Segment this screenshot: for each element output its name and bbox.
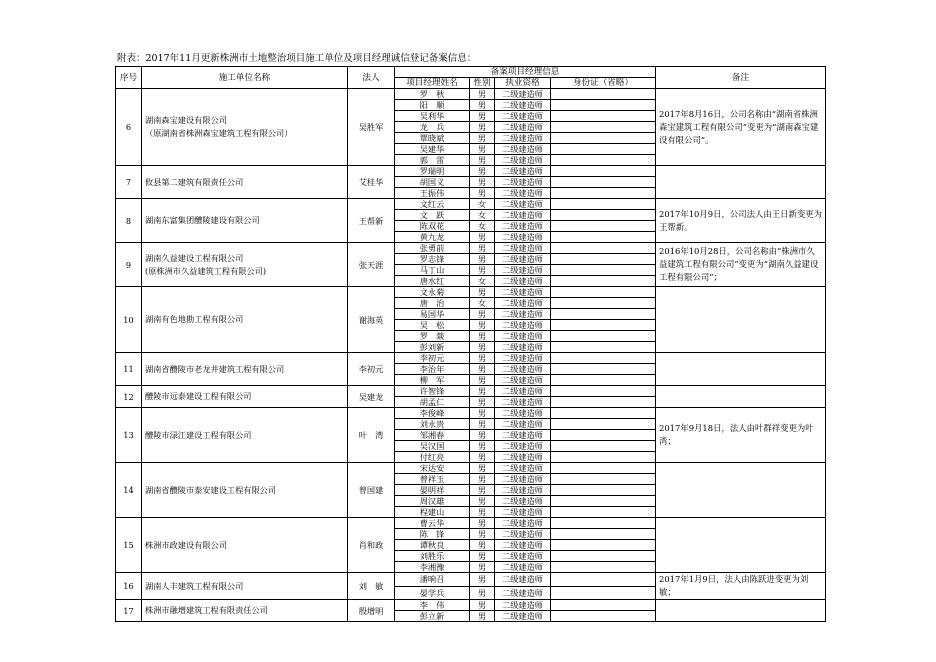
manager-qualification: 二级建造师 — [495, 600, 551, 611]
manager-gender: 男 — [470, 320, 495, 331]
company-name-cell — [142, 463, 348, 518]
legal-representative: 李初元 — [348, 353, 395, 386]
manager-qualification: 二级建造师 — [495, 122, 551, 133]
manager-id — [551, 309, 656, 320]
manager-id — [551, 586, 656, 600]
remark — [656, 386, 826, 408]
remark — [656, 166, 826, 199]
manager-name: 吴建华 — [395, 144, 470, 155]
manager-name: 陈 锋 — [395, 529, 470, 540]
manager-qualification: 二级建造师 — [495, 155, 551, 166]
manager-gender: 男 — [470, 364, 495, 375]
manager-name: 彭刘新 — [395, 342, 470, 353]
manager-id — [551, 529, 656, 540]
company-name: 湖南森宝建设有限公司 — [145, 115, 227, 125]
manager-qualification: 二级建造师 — [495, 485, 551, 496]
manager-id — [551, 166, 656, 177]
manager-name: 曾祥玉 — [395, 474, 470, 485]
manager-id — [551, 155, 656, 166]
manager-id — [551, 331, 656, 342]
manager-qualification: 二级建造师 — [495, 265, 551, 276]
manager-qualification: 二级建造师 — [495, 243, 551, 254]
manager-id — [551, 419, 656, 430]
manager-id — [551, 133, 656, 144]
manager-gender: 女 — [470, 276, 495, 287]
manager-name: 易国华 — [395, 309, 470, 320]
header-manager-name: 项目经理姓名 — [395, 78, 470, 89]
header-row-1 — [116, 67, 826, 78]
manager-name: 覃晓斌 — [395, 133, 470, 144]
manager-id — [551, 89, 656, 100]
company-name-cell — [142, 243, 348, 287]
manager-name: 马丁山 — [395, 265, 470, 276]
manager-qualification: 二级建造师 — [495, 210, 551, 221]
manager-id — [551, 342, 656, 353]
manager-name: 唐 治 — [395, 298, 470, 309]
manager-id — [551, 441, 656, 452]
manager-id — [551, 452, 656, 463]
manager-id — [551, 111, 656, 122]
row-number: 16 — [116, 573, 142, 600]
manager-name: 彭立新 — [395, 611, 470, 622]
manager-gender: 男 — [470, 573, 495, 587]
row-number: 9 — [116, 243, 142, 287]
manager-name: 罗瑞明 — [395, 166, 470, 177]
manager-name: 罗志锋 — [395, 254, 470, 265]
manager-gender: 男 — [470, 111, 495, 122]
legal-representative: 谢海英 — [348, 287, 395, 353]
row-number: 10 — [116, 287, 142, 353]
manager-qualification: 二级建造师 — [495, 507, 551, 518]
remark — [656, 600, 826, 622]
manager-gender: 男 — [470, 265, 495, 276]
table-row — [116, 573, 826, 587]
manager-id — [551, 463, 656, 474]
manager-gender: 男 — [470, 496, 495, 507]
manager-gender: 男 — [470, 386, 495, 397]
manager-id — [551, 298, 656, 309]
manager-gender: 男 — [470, 611, 495, 622]
company-name-cell — [142, 573, 348, 600]
remark: 2017年10月9日，公司法人由王日新变更为王帮新。 — [656, 199, 826, 243]
manager-name: 李 伟 — [395, 600, 470, 611]
company-name-cell — [142, 353, 348, 386]
manager-id — [551, 496, 656, 507]
header-qualification: 执业资格 — [495, 78, 551, 89]
company-name-cell — [142, 199, 348, 243]
manager-qualification: 二级建造师 — [495, 254, 551, 265]
manager-gender: 男 — [470, 232, 495, 243]
manager-qualification: 二级建造师 — [495, 331, 551, 342]
manager-name: 潘响召 — [395, 573, 470, 587]
manager-qualification: 二级建造师 — [495, 441, 551, 452]
company-name: 湖南东富集团醴陵建设有限公司 — [145, 215, 260, 225]
manager-name: 李俊峰 — [395, 408, 470, 419]
manager-gender: 男 — [470, 133, 495, 144]
manager-qualification: 二级建造师 — [495, 518, 551, 529]
manager-qualification: 二级建造师 — [495, 430, 551, 441]
manager-name: 柳 军 — [395, 375, 470, 386]
row-number: 13 — [116, 408, 142, 463]
legal-representative: 肖和政 — [348, 518, 395, 573]
header-no: 序号 — [116, 67, 142, 89]
legal-representative: 殷增明 — [348, 600, 395, 622]
manager-id — [551, 276, 656, 287]
manager-gender: 男 — [470, 254, 495, 265]
table-row — [116, 243, 826, 254]
table-row — [116, 89, 826, 100]
legal-representative: 张天涯 — [348, 243, 395, 287]
legal-representative: 王帮新 — [348, 199, 395, 243]
manager-id — [551, 232, 656, 243]
table-row — [116, 353, 826, 364]
table-row — [116, 199, 826, 210]
manager-gender: 男 — [470, 529, 495, 540]
manager-id — [551, 507, 656, 518]
table-row — [116, 166, 826, 177]
manager-qualification: 二级建造师 — [495, 496, 551, 507]
remark: 2017年8月16日，公司名称由“湖南省株洲森宝建筑工程有限公司”变更为“湖南森宝建设有限公司”。 — [656, 89, 826, 166]
remark: 2016年10月28日，公司名称由“株洲市久益建筑工程有限公司”变更为“湖南久益建设工程有限公司”； — [656, 243, 826, 287]
manager-gender: 男 — [470, 562, 495, 573]
legal-representative: 叶 湾 — [348, 408, 395, 463]
manager-name: 陈双花 — [395, 221, 470, 232]
manager-qualification: 二级建造师 — [495, 188, 551, 199]
manager-name: 吴 松 — [395, 320, 470, 331]
manager-name: 宋达安 — [395, 463, 470, 474]
manager-id — [551, 430, 656, 441]
table-row — [116, 600, 826, 611]
manager-id — [551, 573, 656, 587]
manager-qualification: 二级建造师 — [495, 397, 551, 408]
row-number: 8 — [116, 199, 142, 243]
company-former-name: (原株洲市久益建筑工程有限公司) — [145, 265, 267, 276]
manager-gender: 男 — [470, 408, 495, 419]
manager-gender: 男 — [470, 441, 495, 452]
manager-qualification: 二级建造师 — [495, 111, 551, 122]
manager-gender: 男 — [470, 100, 495, 111]
header-id: 身份证（省略） — [551, 78, 656, 89]
manager-gender: 男 — [470, 331, 495, 342]
manager-qualification: 二级建造师 — [495, 221, 551, 232]
manager-name: 唐水红 — [395, 276, 470, 287]
manager-qualification: 二级建造师 — [495, 276, 551, 287]
manager-name: 吴利华 — [395, 111, 470, 122]
row-number: 11 — [116, 353, 142, 386]
manager-gender: 男 — [470, 419, 495, 430]
manager-gender: 男 — [470, 353, 495, 364]
manager-name: 王振伟 — [395, 188, 470, 199]
manager-name: 刘永贵 — [395, 419, 470, 430]
manager-qualification: 二级建造师 — [495, 199, 551, 210]
manager-gender: 男 — [470, 122, 495, 133]
header-company: 施工单位名称 — [142, 67, 348, 89]
manager-qualification: 二级建造师 — [495, 551, 551, 562]
company-name-cell — [142, 408, 348, 463]
manager-qualification: 二级建造师 — [495, 287, 551, 298]
remark — [656, 287, 826, 353]
manager-qualification: 二级建造师 — [495, 298, 551, 309]
manager-gender: 男 — [470, 166, 495, 177]
manager-gender: 男 — [470, 177, 495, 188]
manager-id — [551, 254, 656, 265]
manager-gender: 男 — [470, 540, 495, 551]
manager-qualification: 二级建造师 — [495, 562, 551, 573]
manager-id — [551, 485, 656, 496]
manager-qualification: 二级建造师 — [495, 364, 551, 375]
manager-name: 谭秋良 — [395, 540, 470, 551]
manager-qualification: 二级建造师 — [495, 353, 551, 364]
manager-qualification: 二级建造师 — [495, 586, 551, 600]
company-name-cell — [142, 518, 348, 573]
company-name: 湖南省醴陵市泰安建设工程有限公司 — [145, 484, 277, 495]
manager-gender: 男 — [470, 518, 495, 529]
manager-qualification: 二级建造师 — [495, 419, 551, 430]
company-name: 湖南省醴陵市老龙井建筑工程有限公司 — [145, 363, 285, 374]
manager-gender: 男 — [470, 551, 495, 562]
manager-gender: 男 — [470, 155, 495, 166]
manager-qualification: 二级建造师 — [495, 375, 551, 386]
manager-qualification: 二级建造师 — [495, 100, 551, 111]
manager-qualification: 二级建造师 — [495, 529, 551, 540]
manager-gender: 女 — [470, 210, 495, 221]
header-manager-group: 备案项目经理信息 — [395, 67, 656, 78]
remark — [656, 463, 826, 518]
manager-id — [551, 562, 656, 573]
manager-id — [551, 540, 656, 551]
manager-id — [551, 364, 656, 375]
company-name: 湖南久益建设工程有限公司 — [145, 252, 244, 263]
manager-gender: 女 — [470, 199, 495, 210]
manager-gender: 男 — [470, 342, 495, 353]
manager-id — [551, 320, 656, 331]
manager-gender: 男 — [470, 600, 495, 611]
legal-representative: 吴建龙 — [348, 386, 395, 408]
manager-gender: 男 — [470, 397, 495, 408]
manager-gender: 女 — [470, 298, 495, 309]
company-name: 株洲市融增建筑工程有限责任公司 — [145, 605, 268, 615]
row-number: 6 — [116, 89, 142, 166]
manager-name: 张勇前 — [395, 243, 470, 254]
legal-representative: 刘 敏 — [348, 573, 395, 600]
manager-gender: 男 — [470, 463, 495, 474]
manager-gender: 男 — [470, 375, 495, 386]
manager-name: 龙 兵 — [395, 122, 470, 133]
legal-representative: 艾桂华 — [348, 166, 395, 199]
table-row — [116, 287, 826, 298]
manager-name: 文永菊 — [395, 287, 470, 298]
company-name-cell — [142, 287, 348, 353]
header-remark: 备注 — [656, 67, 826, 89]
page-title: 附表：2017年11月更新株洲市土地整治项目施工单位及项目经理诚信登记备案信息： — [117, 53, 477, 64]
manager-id — [551, 375, 656, 386]
table-row — [116, 518, 826, 529]
manager-id — [551, 199, 656, 210]
manager-gender: 男 — [470, 144, 495, 155]
company-name-cell — [142, 600, 348, 622]
manager-name: 李治年 — [395, 364, 470, 375]
manager-name: 黄九龙 — [395, 232, 470, 243]
row-number: 12 — [116, 386, 142, 408]
row-number: 17 — [116, 600, 142, 622]
manager-qualification: 二级建造师 — [495, 89, 551, 100]
manager-id — [551, 210, 656, 221]
manager-qualification: 二级建造师 — [495, 452, 551, 463]
legal-representative: 曾国建 — [348, 463, 395, 518]
company-name-cell — [142, 386, 348, 408]
manager-name: 文 跃 — [395, 210, 470, 221]
manager-name: 许智锋 — [395, 386, 470, 397]
manager-name: 罗 秋 — [395, 89, 470, 100]
manager-name: 阳 顺 — [395, 100, 470, 111]
manager-name: 付红亮 — [395, 452, 470, 463]
manager-id — [551, 386, 656, 397]
manager-qualification: 二级建造师 — [495, 144, 551, 155]
manager-qualification: 二级建造师 — [495, 463, 551, 474]
manager-qualification: 二级建造师 — [495, 309, 551, 320]
manager-qualification: 二级建造师 — [495, 320, 551, 331]
table-row — [116, 463, 826, 474]
company-name-cell — [142, 166, 348, 199]
manager-name: 刘胜乐 — [395, 551, 470, 562]
manager-name: 曹云华 — [395, 518, 470, 529]
row-number: 15 — [116, 518, 142, 573]
company-name: 湖南人丰建筑工程有限公司 — [145, 580, 244, 591]
manager-id — [551, 611, 656, 622]
manager-id — [551, 177, 656, 188]
manager-qualification: 二级建造师 — [495, 611, 551, 622]
manager-id — [551, 188, 656, 199]
manager-id — [551, 551, 656, 562]
manager-id — [551, 518, 656, 529]
manager-name: 胡国义 — [395, 177, 470, 188]
company-name: 湖南有色地勘工程有限公司 — [145, 314, 244, 324]
company-name: 株洲市政建设有限公司 — [145, 539, 227, 550]
manager-name: 吴汉国 — [395, 441, 470, 452]
header-gender: 性别 — [470, 78, 495, 89]
manager-name: 邹湘春 — [395, 430, 470, 441]
company-name: 醴陵市远泰建设工程有限公司 — [145, 391, 252, 401]
manager-qualification: 二级建造师 — [495, 540, 551, 551]
manager-name: 胡孟仁 — [395, 397, 470, 408]
manager-name: 晏明祥 — [395, 485, 470, 496]
manager-id — [551, 100, 656, 111]
header-legal: 法人 — [348, 67, 395, 89]
manager-qualification: 二级建造师 — [495, 133, 551, 144]
manager-gender: 男 — [470, 485, 495, 496]
manager-gender: 男 — [470, 430, 495, 441]
manager-id — [551, 408, 656, 419]
manager-id — [551, 243, 656, 254]
manager-id — [551, 265, 656, 276]
manager-qualification: 二级建造师 — [495, 177, 551, 188]
manager-id — [551, 122, 656, 133]
manager-qualification: 二级建造师 — [495, 573, 551, 587]
row-number: 14 — [116, 463, 142, 518]
legal-representative: 吴胜军 — [348, 89, 395, 166]
manager-qualification: 二级建造师 — [495, 408, 551, 419]
company-name: 攸县第二建筑有限责任公司 — [145, 176, 244, 187]
manager-gender: 男 — [470, 507, 495, 518]
manager-gender: 男 — [470, 243, 495, 254]
table-row — [116, 408, 826, 419]
remark: 2017年9月18日，法人由叶群祥变更为叶湾； — [656, 408, 826, 463]
manager-gender: 男 — [470, 188, 495, 199]
manager-id — [551, 287, 656, 298]
manager-gender: 男 — [470, 452, 495, 463]
table-row — [116, 386, 826, 397]
manager-id — [551, 221, 656, 232]
company-name-cell — [142, 89, 348, 166]
manager-name: 李湘豫 — [395, 562, 470, 573]
manager-id — [551, 144, 656, 155]
manager-name: 罗 燚 — [395, 331, 470, 342]
manager-id — [551, 600, 656, 611]
manager-qualification: 二级建造师 — [495, 474, 551, 485]
manager-name: 程建山 — [395, 507, 470, 518]
manager-id — [551, 397, 656, 408]
manager-gender: 男 — [470, 309, 495, 320]
manager-gender: 女 — [470, 221, 495, 232]
company-former-name: （原湖南省株洲森宝建筑工程有限公司） — [145, 128, 293, 138]
manager-name: 晏学兵 — [395, 586, 470, 600]
row-number: 7 — [116, 166, 142, 199]
manager-gender: 男 — [470, 89, 495, 100]
manager-qualification: 二级建造师 — [495, 232, 551, 243]
remark — [656, 353, 826, 386]
manager-id — [551, 474, 656, 485]
manager-name: 周汉雄 — [395, 496, 470, 507]
manager-name: 郭 雷 — [395, 155, 470, 166]
manager-gender: 男 — [470, 586, 495, 600]
manager-qualification: 二级建造师 — [495, 166, 551, 177]
manager-gender: 男 — [470, 474, 495, 485]
remark: 2017年1月9日，法人由陈跃进变更为刘敏； — [656, 573, 826, 600]
manager-id — [551, 353, 656, 364]
company-name: 醴陵市渌江建设工程有限公司 — [145, 429, 252, 440]
registry-table — [115, 66, 826, 622]
manager-gender: 男 — [470, 287, 495, 298]
manager-qualification: 二级建造师 — [495, 386, 551, 397]
remark — [656, 518, 826, 573]
manager-qualification: 二级建造师 — [495, 342, 551, 353]
manager-name: 李初元 — [395, 353, 470, 364]
manager-name: 文红云 — [395, 199, 470, 210]
